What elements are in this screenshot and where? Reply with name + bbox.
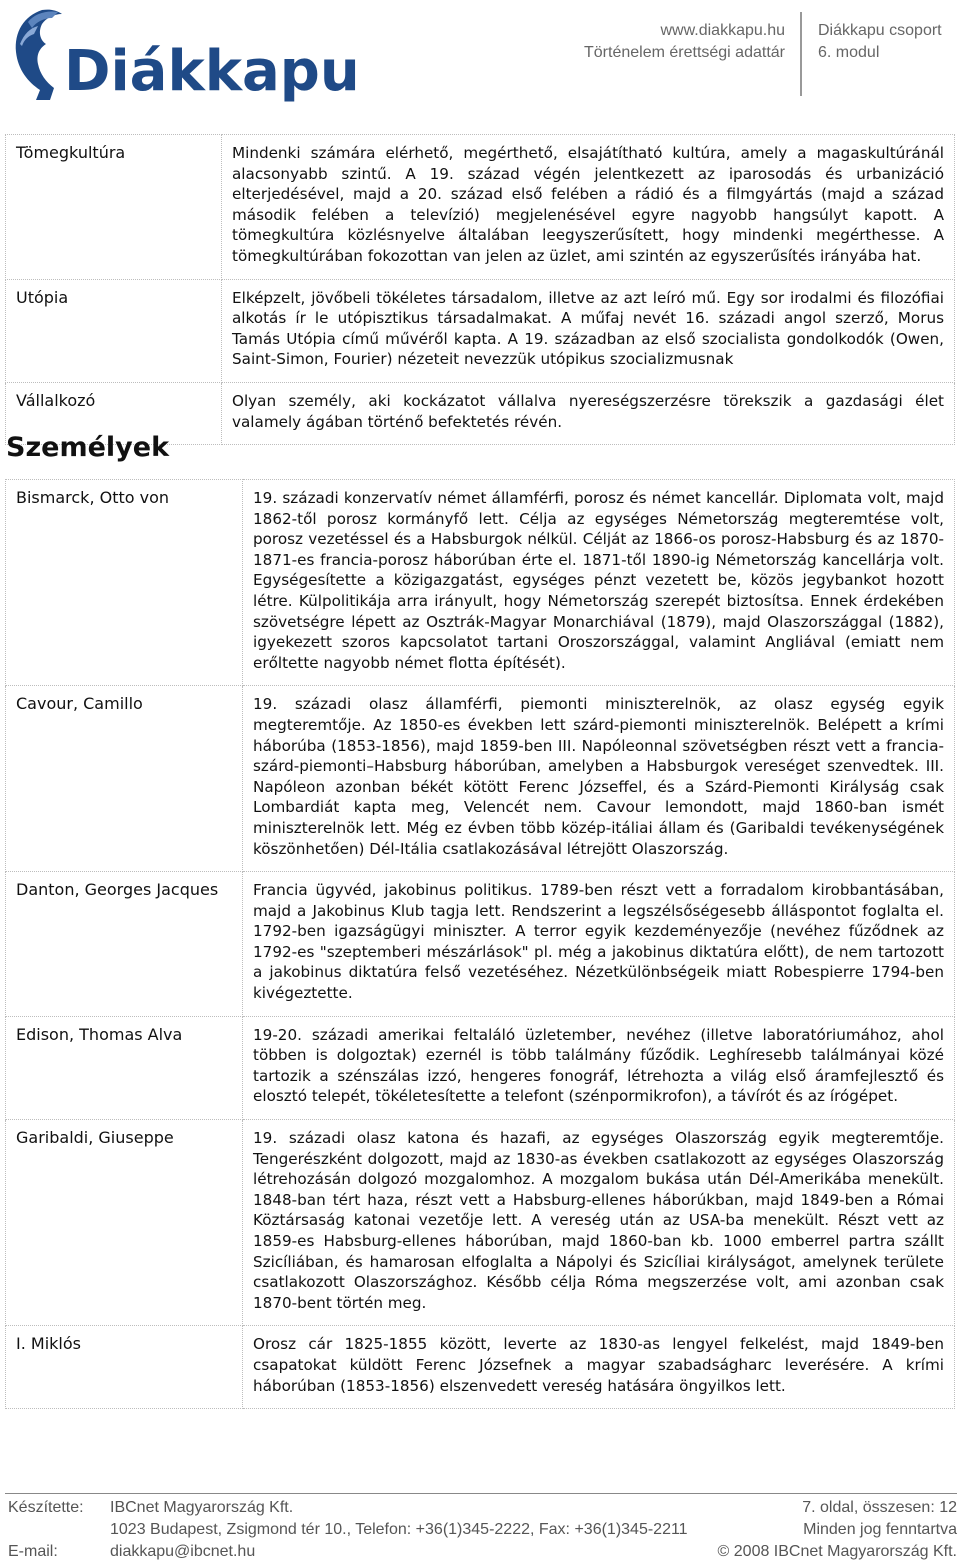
- person-name: Bismarck, Otto von: [6, 480, 243, 686]
- email-label: E-mail:: [8, 1543, 58, 1560]
- author-label: Készítette:: [8, 1499, 84, 1516]
- concept-definition: Mindenki számára elérhető, megérthető, elsajátítható kultúra, amely a magaskultúránál alacsonyabb szintű. A 19. század végén jelentkezett az iparosodás és urbanizáció elterjedésével, majd a 20. század első felében a rádió és a filmgyártás (majd a század második felében a televízió) megjelenésével egyre nagyobb hangsúlyt kapott. A tömegkultúra közlésnyelve általában leegyszerűsített, hogy mindenki megérthesse. A tömegkultúrában fokozottan van jelen az üzlet, ami szintén az egyszerűsítés irányába hat.: [222, 135, 955, 280]
- page-footer: [0, 1490, 960, 1562]
- person-description: 19. századi olasz államférfi, piemonti miniszterelnök, az olasz egység egyik megteremtője. Az 1850-es években lett szárd-piemonti miniszterelnök. Belépett a krími háborúba (1853-1856), majd 1859-ben III. Napóleonnal szövetségben részt vett a francia-szárd-piemonti–Habsburg háborúban, amelyben a Habsburgok vereséget szenvedtek. III. Napóleon azonban békét kötött Ferenc Józseffel, és a Szárd-Piemonti Királyság csak Lombardiát kapta meg, Velencét nem. Cavour lemondott, majd 1860-ban ismét miniszterelnök lett. Még ez évben több közép-itáliai állam és (Garibaldi tevékenységének köszönhetően) Dél-Itália csatlakozásával létrejött Olaszország.: [243, 686, 955, 872]
- table-row: [6, 1326, 955, 1409]
- concept-definition: Olyan személy, aki kockázatot vállalva nyereségszerzésre törekszik a gazdasági élet valamely ágában történő befektetés révén.: [222, 382, 955, 444]
- table-row: [6, 135, 955, 280]
- svg-text:Diákkapu: Diákkapu: [64, 39, 360, 104]
- header-divider: [800, 12, 802, 96]
- person-name: Danton, Georges Jacques: [6, 872, 243, 1017]
- table-row: [6, 279, 955, 382]
- person-description: 19. századi konzervatív német államférfi, porosz és német kancellár. Diplomata volt, majd 1862-től porosz kormányfő lett. Célja az egységes Németország megteremtése volt, porosz vezetéssel és a Habsburgok nélkül. Célját az 1866-os porosz-Habsburg és az 1870-1871-es francia-porosz háborúban érte el. 1871-től 1890-ig Németország kancellárja volt. Egységesítette a közigazgatást, egységes pénzt vezetett be, közös jegybankot hozott létre. Külpolitikája arra irányult, hogy Németország szerepét biztosítsa. Ennek érdekében szövetségre lépett az Osztrák-Magyar Monarchiával (1879), majd Olaszországgal (1882), igyekezett szoros kapcsolatot tartani Oroszországgal, valamint Angliával (emiatt nem erőltette nagyobb német flotta építését).: [243, 480, 955, 686]
- person-description: 19. századi olasz katona és hazafi, az egységes Olaszország egyik megteremtője. Tengerészként dolgozott, majd az 1830-as években csatlakozott az egységes Olaszország létrehozásán dolgozó mozgalomhoz. A mozgalom bukása után Dél-Amerikába menekült. 1848-ban tért haza, részt vett a Habsburg-ellenes háborúkban, majd 1849-ben a Római Köztársaság katonai vezetője lett. A vereség után az USA-ba menekült. Részt vett az 1859-es Habsburg-ellenes háborúban, majd 1860-ban kb. 1000 emberrel partra szállt Szicíliában, és hamarosan elfoglalta a Nápolyi és Szicíliai királyságot, amelynek területe csatlakozott Olaszországhoz. Később célja Róma megszerzése volt, ami azonban csak 1870-bent történ meg.: [243, 1120, 955, 1326]
- copyright-text: © 2008 IBCnet Magyarország Kft.: [717, 1543, 957, 1560]
- email-link[interactable]: diakkapu@ibcnet.hu: [110, 1543, 256, 1560]
- concept-definition: Elképzelt, jövőbeli tökéletes társadalom, illetve az azt leíró mű. Egy sor irodalmi és filozófiai alkotás ír le utópisztikus társadalmakat. A műfaj nevét 16. századi angol szerző, Morus Tamás Utópia című művéről kapta. A 19. században az első szocialista gondolkodók (Owen, Saint-Simon, Fourier) nézeteit nevezzük utópikus szocializmusnak: [222, 279, 955, 382]
- rights-text: Minden jog fenntartva: [803, 1521, 957, 1538]
- person-name: Cavour, Camillo: [6, 686, 243, 872]
- footer-divider: [5, 1493, 957, 1494]
- group-name: Diákkapu csoport: [818, 22, 942, 39]
- concepts-table: [5, 134, 955, 445]
- section-title-persons: Személyek: [6, 432, 170, 463]
- header-module-info: [818, 20, 942, 64]
- concept-term: Tömegkultúra: [6, 135, 222, 280]
- table-row: [6, 1016, 955, 1119]
- diakkapu-logo: [6, 4, 360, 104]
- person-name: Garibaldi, Giuseppe: [6, 1120, 243, 1326]
- page-info: 7. oldal, összesen: 12: [802, 1499, 957, 1516]
- person-description: Francia ügyvéd, jakobinus politikus. 1789-ben részt vett a forradalom kirobbantásában, majd a Jakobinus Klub tagja lett. Rendszerint a legszélsőségesebb álláspontot foglalta el. 1792-ben igazságügyi miniszter. A terror egyik kezdeményezője (nevéhez fűződnek az 1792-es "szeptemberi mészárlások" pl. még a jakobinus diktatúra előtt), de nem tartozott a jakobinus diktatúra felső vezetéséhez. Nézetkülönbségeik miatt Robespierre 1794-ben kivégeztette.: [243, 872, 955, 1017]
- persons-table: [5, 479, 955, 1409]
- table-row: [6, 686, 955, 872]
- person-name: Edison, Thomas Alva: [6, 1016, 243, 1119]
- concept-term: Utópia: [6, 279, 222, 382]
- author-name: IBCnet Magyarország Kft.: [110, 1499, 294, 1516]
- page-header: [0, 0, 960, 110]
- concept-term: Vállalkozó: [6, 382, 222, 444]
- module-number: 6. modul: [818, 44, 880, 61]
- author-address: 1023 Budapest, Zsigmond tér 10., Telefon: +36(1)345-2222, Fax: +36(1)345-2211: [110, 1521, 688, 1538]
- table-row: [6, 872, 955, 1017]
- person-description: 19-20. századi amerikai feltaláló üzletember, nevéhez (illetve laboratóriumához, ahol többen is dolgoztak) ezernél is több találmány fűződik. Leghíresebb találmányai közé tartozik a szénszálas izzó, hengeres fonográf, létrehozta a világ első áramfejlesztő és elosztó telepét, tökéletesítette a telefont (szénpormikrofon), a távírót és az írógépet.: [243, 1016, 955, 1119]
- site-url[interactable]: www.diakkapu.hu: [660, 22, 785, 39]
- person-description: Orosz cár 1825-1855 között, leverte az 1830-as lengyel felkelést, majd 1849-ben csapatokat küldött Ferenc Józsefnek a magyar szabadságharc leverésére. A krími háborúban (1853-1856) elszenvedett vereség hatására öngyilkos lett.: [243, 1326, 955, 1409]
- header-site-info: [584, 20, 785, 64]
- table-row: [6, 480, 955, 686]
- document-subtitle: Történelem érettségi adattár: [584, 44, 785, 61]
- table-row: [6, 1120, 955, 1326]
- person-name: I. Miklós: [6, 1326, 243, 1409]
